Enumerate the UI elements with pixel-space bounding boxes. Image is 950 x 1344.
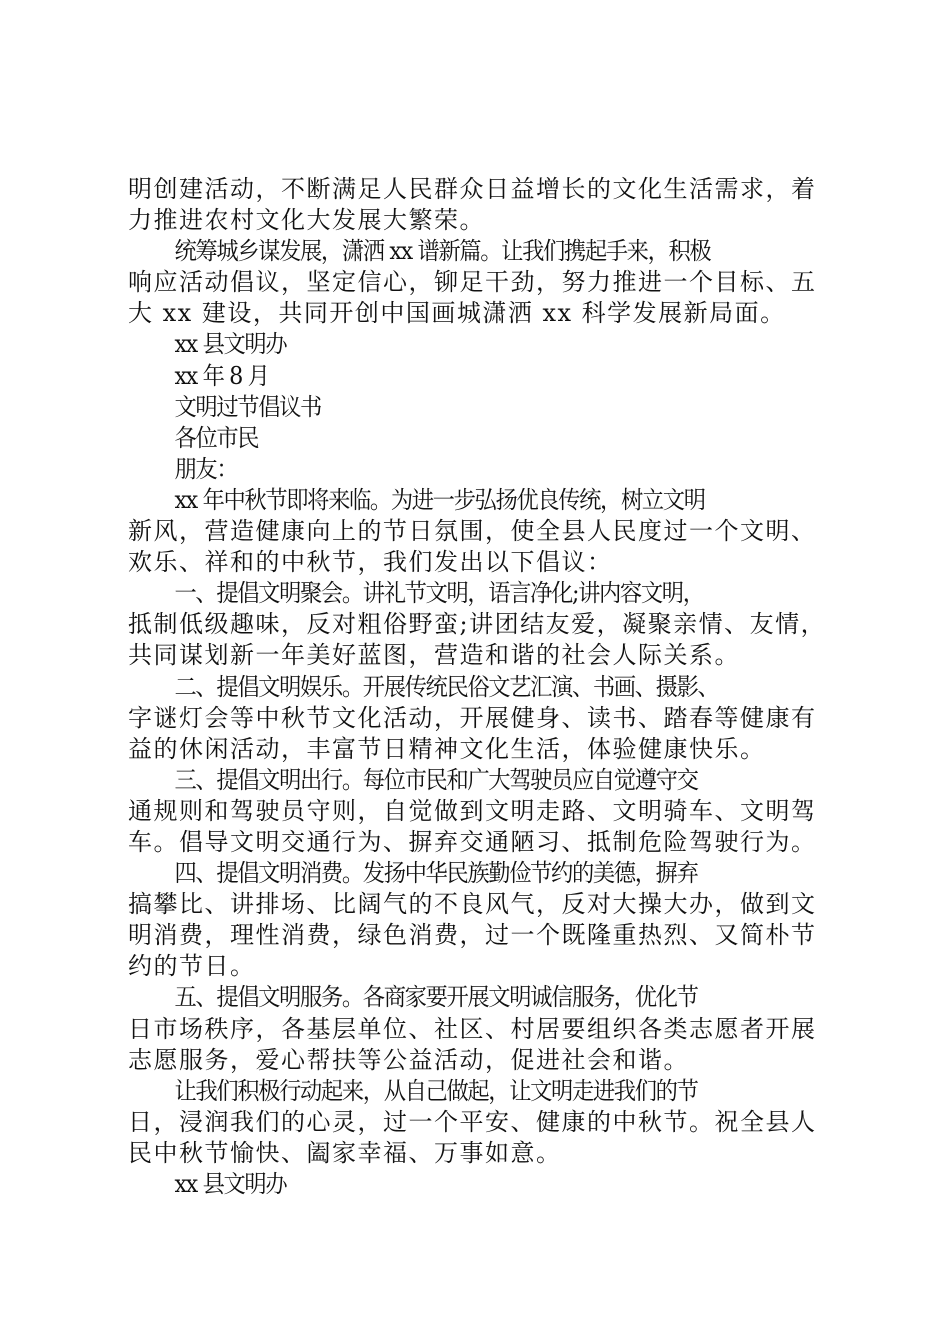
text-line: 大 xx 建设，共同开创中国画城潇洒 xx 科学发展新局面。 [128,299,786,328]
text-line: 通规则和驾驶员守则，自觉做到文明走路、文明骑车、文明驾 [128,796,817,825]
text-line: xx 县文明办 [174,1170,287,1198]
text-line: 各位市民 [174,423,259,452]
document-body [128,174,840,1200]
text-line: 志愿服务，爱心帮扶等公益活动，促进社会和谐。 [128,1045,689,1074]
text-line: xx 年 8 月 [174,361,269,390]
text-line: 明消费，理性消费，绿色消费，过一个既隆重热烈、又简朴节 [128,921,817,950]
text-line: 民中秋节愉快、阖家幸福、万事如意。 [128,1138,562,1167]
text-line: 日，浸润我们的心灵，过一个平安、健康的中秋节。祝全县人 [128,1107,817,1136]
text-line: 让我们积极行动起来，从自己做起，让文明走进我们的节 [174,1076,698,1105]
text-line: 抵制低级趣味，反对粗俗野蛮;讲团结友爱，凝聚亲情、友情， [128,610,827,639]
text-line: 共同谋划新一年美好蓝图，营造和谐的社会人际关系。 [128,641,740,670]
text-line: 欢乐、祥和的中秋节，我们发出以下倡议： [128,548,613,577]
text-line: 车。倡导文明交通行为、摒弃交通陋习、抵制危险驾驶行为。 [128,827,817,856]
text-line: 朋友： [174,454,238,483]
text-line: 响应活动倡议，坚定信心，铆足干劲，努力推进一个目标、五 [128,268,817,297]
text-line: xx 年中秋节即将来临。为进一步弘扬优良传统，树立文明 [174,485,705,514]
text-line: xx 县文明办 [174,330,287,359]
text-line: 二、提倡文明娱乐。开展传统民俗文艺汇演、书画、摄影、 [174,672,719,701]
text-line: 五、提倡文明服务。各商家要开展文明诚信服务，优化节 [174,983,698,1012]
text-line: 一、提倡文明聚会。讲礼节文明，语言净化;讲内容文明， [174,579,704,608]
text-line: 字谜灯会等中秋节文化活动，开展健身、读书、踏春等健康有 [128,703,817,732]
text-line: 明创建活动，不断满足人民群众日益增长的文化生活需求，着 [128,175,817,203]
text-line: 四、提倡文明消费。发扬中华民族勤俭节约的美德，摒弃 [174,859,698,888]
text-line: 搞攀比、讲排场、比阔气的不良风气，反对大操大办，做到文 [128,890,817,919]
text-line: 三、提倡文明出行。每位市民和广大驾驶员应自觉遵守交 [174,765,698,794]
text-line: 统筹城乡谋发展，潇洒 xx 谱新篇。让我们携起手来，积极 [174,237,711,266]
text-line: 力推进农村文化大发展大繁荣。 [128,206,485,235]
text-line: 益的休闲活动，丰富节日精神文化生活，体验健康快乐。 [128,734,766,763]
text-line: 日市场秩序，各基层单位、社区、村居要组织各类志愿者开展 [128,1014,817,1043]
text-line: 约的节日。 [128,952,256,981]
text-line: 新风，营造健康向上的节日氛围，使全县人民度过一个文明、 [128,517,817,546]
text-line: 文明过节倡议书 [174,392,321,421]
